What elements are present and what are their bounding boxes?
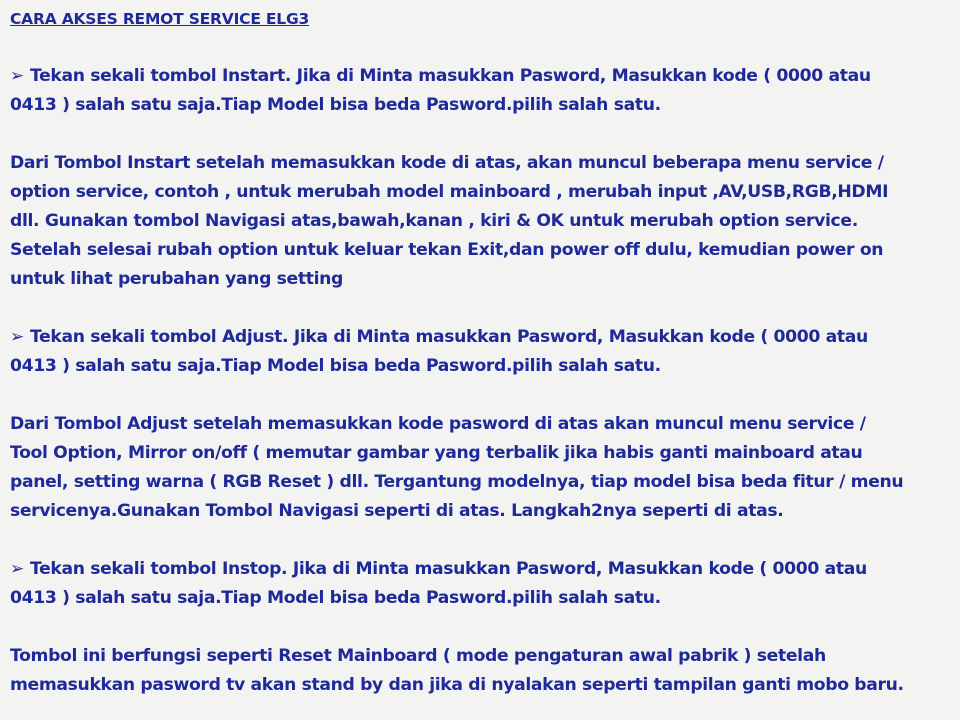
section-4-line-2: Tool Option, Mirror on/off ( memutar gambar yang terbalik jika habis ganti mainboard atau xyxy=(10,443,863,463)
section-4-line-3: panel, setting warna ( RGB Reset ) dll. Tergantung modelnya, tiap model bisa beda fitur / menu xyxy=(10,472,904,492)
section-2-paragraph xyxy=(10,149,950,294)
section-5-bullet xyxy=(10,555,950,613)
section-2-line-4: Setelah selesai rubah option untuk keluar tekan Exit,dan power off dulu, kemudian power on xyxy=(10,240,884,260)
page-title: CARA AKSES REMOT SERVICE ELG3 xyxy=(10,10,310,28)
section-1-bullet xyxy=(10,62,950,120)
arrow-bullet-icon: ➢ xyxy=(10,327,24,347)
section-6-line-2: memasukkan pasword tv akan stand by dan jika di nyalakan seperti tampilan ganti mobo baru. xyxy=(10,675,904,695)
section-1-line-1 xyxy=(10,62,950,91)
section-3-bullet xyxy=(10,323,950,381)
section-4-paragraph xyxy=(10,410,950,526)
section-6-line-1: Tombol ini berfungsi seperti Reset Mainboard ( mode pengaturan awal pabrik ) setelah xyxy=(10,646,826,666)
section-6-paragraph xyxy=(10,642,950,700)
section-1-line-1-text: Tekan sekali tombol Instart. Jika di Minta masukkan Pasword, Masukkan kode ( 0000 atau xyxy=(30,66,871,86)
section-2-line-5: untuk lihat perubahan yang setting xyxy=(10,269,343,289)
spacer xyxy=(10,294,950,323)
spacer xyxy=(10,526,950,555)
section-3-line-1-text: Tekan sekali tombol Adjust. Jika di Minta masukkan Pasword, Masukkan kode ( 0000 atau xyxy=(30,327,868,347)
section-5-line-2: 0413 ) salah satu saja.Tiap Model bisa beda Pasword.pilih salah satu. xyxy=(10,588,661,608)
section-5-line-1 xyxy=(10,555,950,584)
arrow-bullet-icon: ➢ xyxy=(10,559,24,579)
arrow-bullet-icon: ➢ xyxy=(10,66,24,86)
section-5-line-1-text: Tekan sekali tombol Instop. Jika di Minta masukkan Pasword, Masukkan kode ( 0000 atau xyxy=(30,559,867,579)
spacer xyxy=(10,613,950,642)
section-2-line-2: option service, contoh , untuk merubah model mainboard , merubah input ,AV,USB,RGB,HDMI xyxy=(10,182,889,202)
section-3-line-1 xyxy=(10,323,950,352)
section-3-line-2: 0413 ) salah satu saja.Tiap Model bisa beda Pasword.pilih salah satu. xyxy=(10,356,661,376)
section-2-line-1: Dari Tombol Instart setelah memasukkan kode di atas, akan muncul beberapa menu service / xyxy=(10,153,884,173)
spacer xyxy=(10,120,950,149)
section-1-line-2: 0413 ) salah satu saja.Tiap Model bisa beda Pasword.pilih salah satu. xyxy=(10,95,661,115)
spacer xyxy=(10,381,950,410)
section-2-line-3: dll. Gunakan tombol Navigasi atas,bawah,kanan , kiri & OK untuk merubah option service. xyxy=(10,211,858,231)
section-4-line-1: Dari Tombol Adjust setelah memasukkan kode pasword di atas akan muncul menu service / xyxy=(10,414,866,434)
section-4-line-4: servicenya.Gunakan Tombol Navigasi seperti di atas. Langkah2nya seperti di atas. xyxy=(10,501,784,521)
